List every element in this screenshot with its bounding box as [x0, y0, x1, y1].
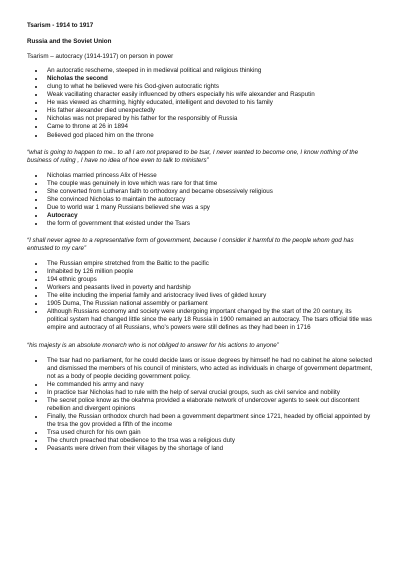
list-item: • 1905 Duma, The Russian national assembly or parliament — [45, 300, 374, 308]
bullet-list-nicholas — [27, 67, 374, 139]
list-item: • the form of government that existed under the Tsars — [45, 220, 374, 228]
list-item: • The tsar had no parliament, for he could decide laws or issue degrees by himself he had no cabinet he alone selected and dismissed the members of his council of ministers, who acted as individuals in charge of government department, not as a body of people deciding government policy. — [45, 357, 374, 381]
list-item: • Workers and peasants lived in poverty and hardship — [45, 284, 374, 292]
bullet-list-empire — [27, 260, 374, 332]
document-subtitle: Russia and the Soviet Union — [27, 38, 112, 46]
quote: “I shall never agree to a representative form of government, because I consider it harmful to the people whom god has entrusted to my care” — [27, 236, 354, 253]
list-item: • Although Russians economy and society were undergoing important changed by the start of the 20 century, its political system had changed little since the early 18 Russia in 1900 remained an autocracy. The tsars official title was empire and autocracy of all Russians, who’s powers were still defines as they had been in 1716 — [45, 308, 374, 332]
bullet-list-alix — [27, 172, 374, 228]
list-item: • Weak vacillating character easily influenced by others especially his wife alexander and Rasputin — [45, 91, 374, 99]
list-item: • Nicholas the second — [45, 75, 374, 83]
list-item: • clung to what he believed were his God-given autocratic rights — [45, 83, 374, 91]
list-item: • The Russian empire stretched from the Baltic to the pacific — [45, 260, 374, 268]
list-item: • Autocracy — [45, 212, 374, 220]
list-item: • The church preached that obedience to the trsa was a religious duty — [45, 437, 374, 445]
list-item: • He commanded his army and navy — [45, 381, 374, 389]
list-item: • An autocratic rescheme, steeped in in medieval political and religious thinking — [45, 67, 374, 75]
list-item: • Due to world war 1 many Russians believed she was a spy — [45, 204, 374, 212]
quote: “his majesty is an absolute monarch who is not obliged to answer for his actions to anyone” — [27, 341, 279, 349]
quote: “what is going to happen to me.. to all I am not prepared to be tsar, I never wanted to become one, I know nothing of the business of ruling , I have no idea of hoe even to talk to ministers” — [27, 148, 359, 164]
list-item: • The secret police know as the okahrna provided a elaborate network of undercover agents to seek out discontent rebellion and divergent opinions — [45, 397, 374, 413]
list-item: • Believed god placed him on the throne — [45, 132, 374, 140]
list-item: • Peasants were driven from their villages by the shortage of land — [45, 445, 374, 453]
list-item: • The elite including the imperial family and aristocracy lived lives of gilded luxury — [45, 292, 374, 300]
list-item: • Nicholas married princess Alix of Hesse — [45, 172, 374, 180]
bullet-list-power — [27, 357, 374, 454]
list-item: • Came to throne at 26 in 1894 — [45, 123, 374, 131]
list-item: • Nicholas was not prepared by his father for the responsibly of Russia — [45, 115, 374, 123]
list-item: • The couple was genuinely in love which was rare for that time — [45, 180, 374, 188]
list-item: • She convinced Nicholas to maintain the autocracy — [45, 196, 374, 204]
list-item: • She converted from Lutheran faith to orthodoxy and became obsessively religious — [45, 188, 374, 196]
document-title: Tsarism - 1914 to 1917 — [27, 22, 94, 29]
list-item: • 194 ethnic groups — [45, 276, 374, 284]
intro-line: Tsarism – autocracy (1914-1917) on person in power — [27, 53, 174, 61]
list-item: • His father alexander died unexpectedly — [45, 107, 374, 115]
list-item: • He was viewed as charming, highly educated, intelligent and devoted to his family — [45, 99, 374, 107]
list-item: • Inhabited by 126 million people — [45, 268, 374, 276]
list-item: • Finally, the Russian orthodox church had been a government department since 1721, headed by official appointed by the trsa the gov provided a fifth of the income — [45, 413, 374, 429]
list-item: • Trsa used church for his own gain — [45, 429, 374, 437]
list-item: • In practice tsar Nicholas had to rule with the help of serval crucial groups, such as civil service and nobility — [45, 389, 374, 397]
